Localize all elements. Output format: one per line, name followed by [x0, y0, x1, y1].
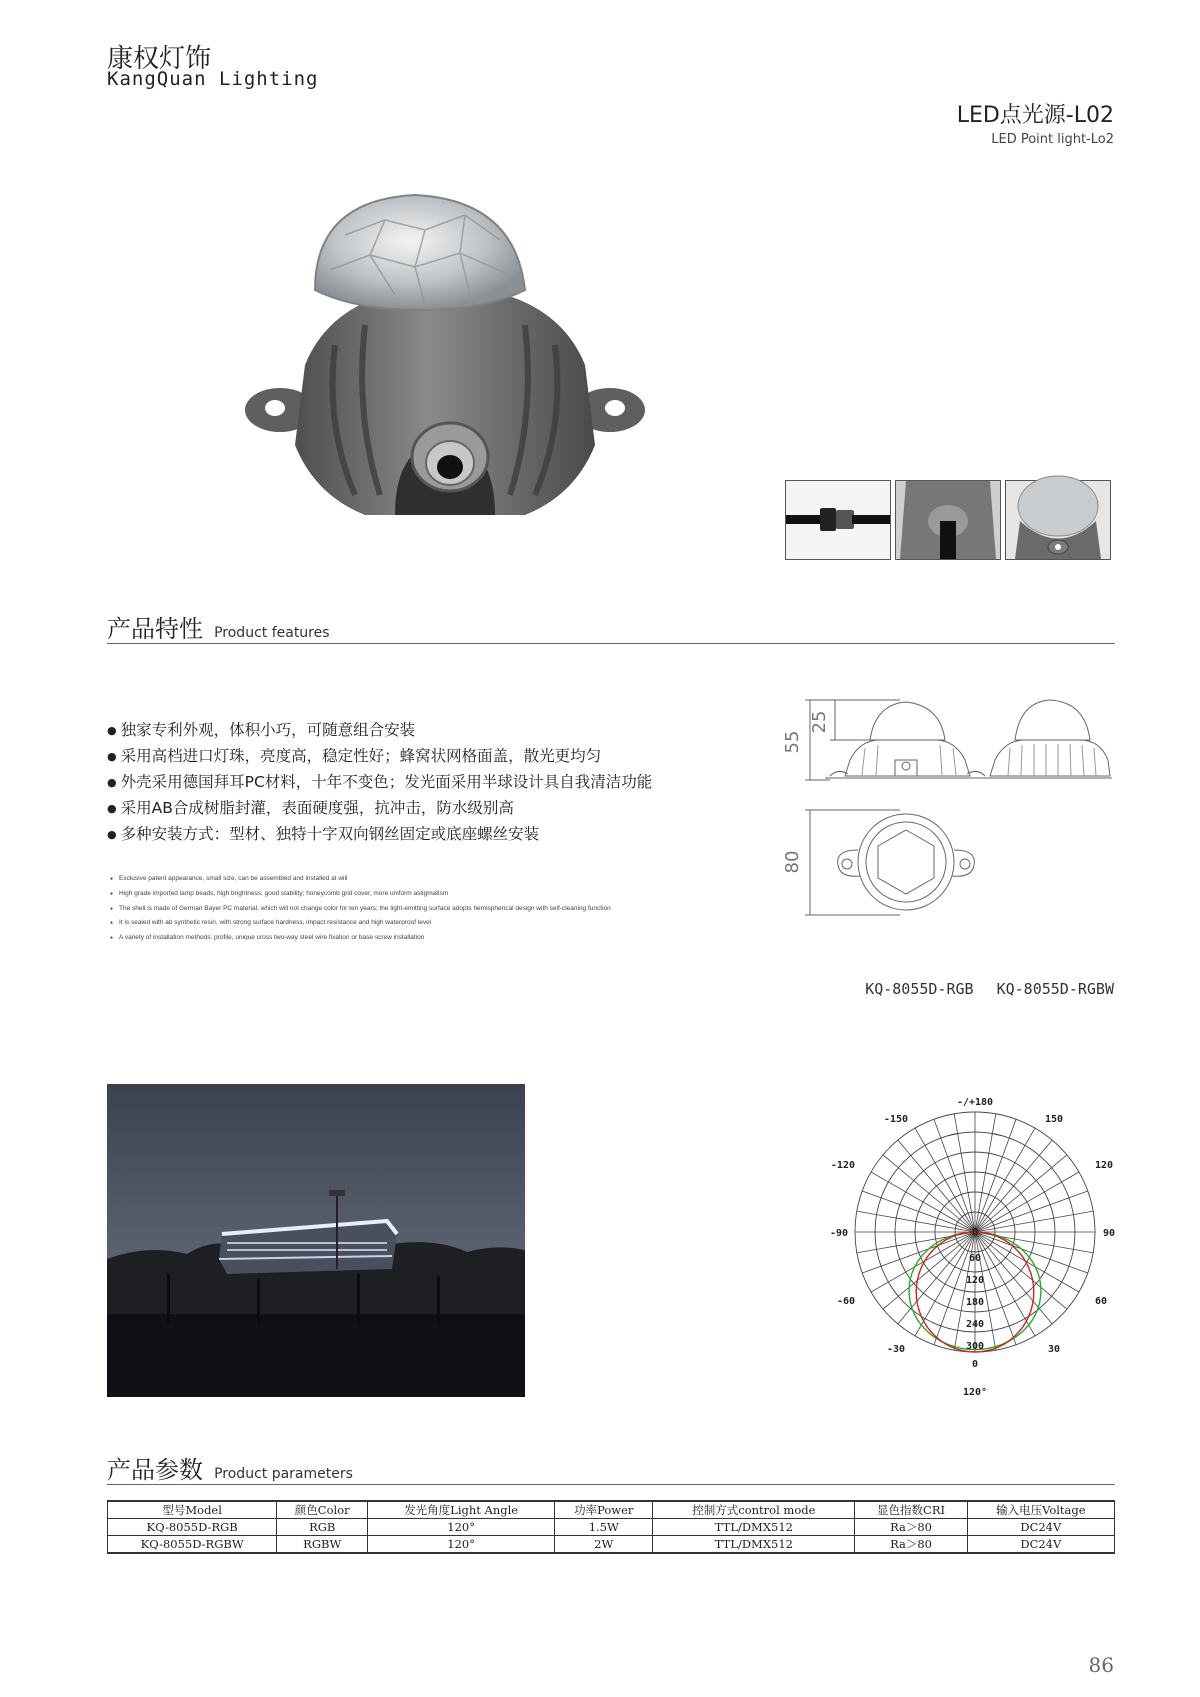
table-cell: TTL/DMX512 [653, 1519, 855, 1536]
thumbnail-dome [1005, 480, 1111, 560]
radial-scale-label: 240 [965, 1319, 985, 1330]
angle-label-lower-left: -60 [836, 1296, 855, 1307]
table-cell: RGB [277, 1519, 368, 1536]
angle-label-left: -90 [829, 1228, 848, 1239]
features-list-en [110, 872, 611, 946]
feature-item-cn: ● 独家专利外观，体积小巧，可随意组合安装 [107, 718, 652, 744]
angle-label-upper-left: -120 [830, 1160, 855, 1171]
angle-label-lower-right: 60 [1095, 1296, 1108, 1307]
radial-scale-label: 0 [971, 1227, 979, 1238]
dim-dome-height-label: 25 [809, 710, 830, 734]
table-cell: 120° [368, 1519, 555, 1536]
table-row [108, 1519, 1115, 1536]
radial-scale-label: 180 [965, 1297, 985, 1308]
light-distribution-polar-chart [830, 1090, 1120, 1405]
feature-item-cn: ● 外壳采用德国拜耳PC材料，十年不变色；发光面采用半球设计具自我清洁功能 [107, 770, 652, 796]
table-cell: Ra＞80 [855, 1536, 967, 1554]
dim-width-label: 80 [782, 850, 803, 874]
product-title: LED点光源-L02 [956, 103, 1114, 128]
params-section-heading [107, 1450, 1115, 1485]
angle-label-bottom-right: 30 [1047, 1344, 1061, 1355]
thumbnail-connector [785, 480, 891, 560]
table-header-cell: 颜色Color [277, 1501, 368, 1519]
brand-name-cn: 康权灯饰 [107, 44, 212, 74]
feature-item-en: ● A variety of installation methods: profile, unique cross two-way steel wire fixation or base screw installation [110, 931, 611, 946]
angle-label-right: 90 [1103, 1228, 1116, 1239]
angle-label-top-right: 150 [1044, 1114, 1064, 1125]
feature-item-cn: ● 采用高档进口灯珠，亮度高，稳定性好；蜂窝状网格面盖，散光更均匀 [107, 744, 652, 770]
feature-item-en: ● High grade imported lamp beads, high brightness, good stability; honeycomb grid cover, more uniform astigmatism [110, 887, 611, 902]
table-header-row [108, 1501, 1115, 1519]
radial-scale-label: 300 [965, 1341, 985, 1352]
table-header-cell: 功率Power [555, 1501, 653, 1519]
dimension-drawing [782, 690, 1120, 930]
table-header-cell: 输入电压Voltage [967, 1501, 1114, 1519]
table-row [108, 1536, 1115, 1554]
radial-scale-label: 60 [968, 1253, 982, 1264]
thumbnail-gland [895, 480, 1001, 560]
angle-label-top-left: -150 [883, 1114, 909, 1125]
angle-label-bottom: 0 [971, 1359, 979, 1370]
params-table [107, 1500, 1115, 1554]
table-cell: RGBW [277, 1536, 368, 1554]
feature-item-en: ● Exclusive patent appearance, small size, can be assembled and installed at will [110, 872, 611, 887]
page-number: 86 [1088, 1653, 1114, 1677]
feature-item-cn: ● 多种安装方式：型材、独特十字双向钢丝固定或底座螺丝安装 [107, 822, 652, 848]
feature-item-en: ● The shell is made of German Bayer PC material, which will not change color for ten years; the light-emitting surface adopts hemispherical design with self-cleaning function [110, 902, 611, 917]
features-list-cn [107, 718, 652, 848]
params-title-en: Product parameters [214, 1466, 353, 1482]
features-title-en: Product features [214, 625, 330, 641]
table-header-cell: 显色指数CRI [855, 1501, 967, 1519]
table-cell: Ra＞80 [855, 1519, 967, 1536]
params-title-cn: 产品参数 [107, 1456, 203, 1484]
features-title-cn: 产品特性 [107, 615, 203, 643]
angle-label-bottom-left: -30 [886, 1344, 906, 1355]
table-header-cell: 发光角度Light Angle [368, 1501, 555, 1519]
angle-label-top: -/+180 [956, 1097, 994, 1108]
table-cell: KQ-8055D-RGBW [108, 1536, 277, 1554]
table-cell: 2W [555, 1536, 653, 1554]
brand-name-en: KangQuan Lighting [107, 68, 319, 90]
table-header-cell: 控制方式control mode [653, 1501, 855, 1519]
dim-total-height-label: 55 [782, 730, 803, 754]
table-cell: DC24V [967, 1536, 1114, 1554]
table-cell: TTL/DMX512 [653, 1536, 855, 1554]
table-cell: 1.5W [555, 1519, 653, 1536]
feature-item-cn: ● 采用AB合成树脂封灌，表面硬度强，抗冲击，防水级别高 [107, 796, 652, 822]
table-cell: KQ-8055D-RGB [108, 1519, 277, 1536]
beam-angle-label: 120° [962, 1387, 988, 1398]
table-cell: DC24V [967, 1519, 1114, 1536]
features-section-heading [107, 609, 1115, 644]
feature-item-en: ● It is sealed with ab synthetic resin, with strong surface hardness, impact resistance and high waterproof level [110, 916, 611, 931]
radial-scale-label: 120 [965, 1275, 985, 1286]
angle-label-upper-right: 120 [1095, 1160, 1114, 1171]
model-numbers: KQ-8055D-RGB KQ-8055D-RGBW [865, 980, 1114, 998]
product-photo [245, 195, 645, 535]
table-header-cell: 型号Model [108, 1501, 277, 1519]
night-installation-photo [107, 1084, 525, 1397]
product-subtitle: LED Point light-Lo2 [991, 132, 1114, 147]
table-cell: 120° [368, 1536, 555, 1554]
